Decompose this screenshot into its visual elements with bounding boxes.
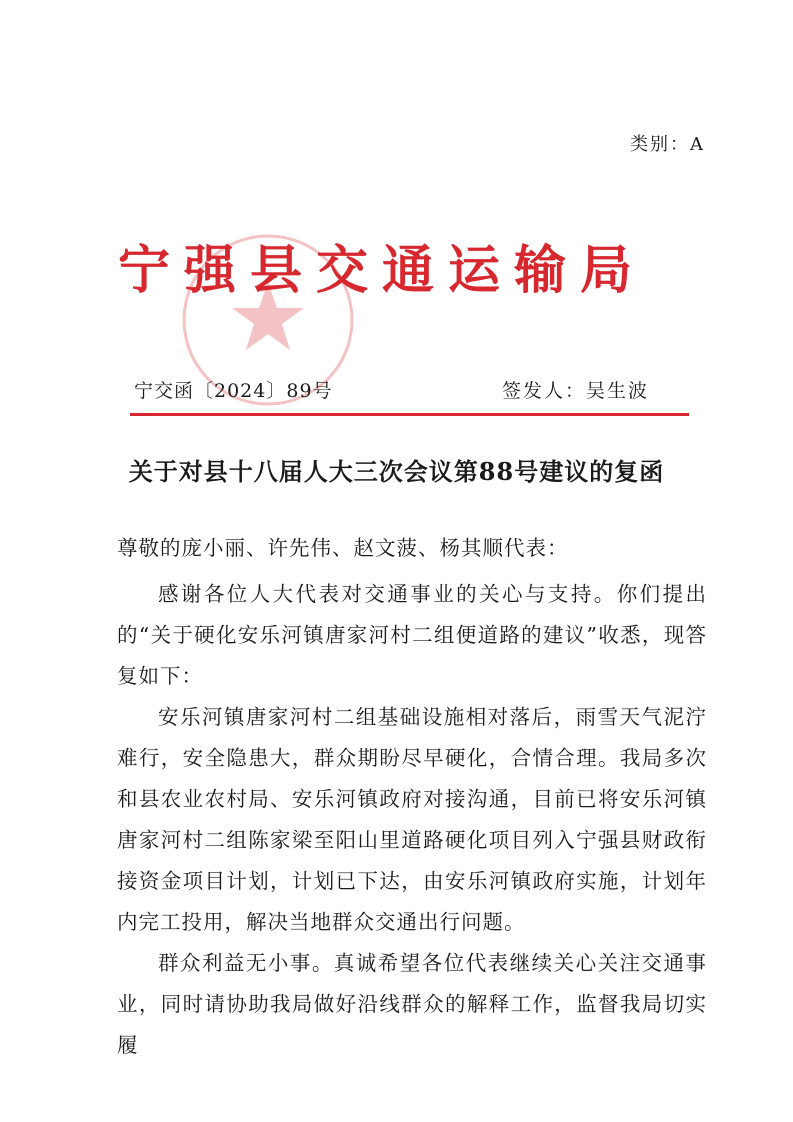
salutation: 尊敬的庞小丽、许先伟、赵文菠、杨其顺代表： xyxy=(117,536,569,560)
document-category: 类别：A xyxy=(630,134,705,155)
body-paragraph: 群众利益无小事。真诚希望各位代表继续关心关注交通事业，同时请协助我局做好沿线群众的解释工作，监督我局切实履 xyxy=(117,951,707,1057)
document-signer: 签发人：吴生波 xyxy=(501,380,649,402)
document-body xyxy=(117,528,707,1066)
letterhead-org-name: 宁强县交通运输局 xyxy=(118,240,647,301)
body-paragraph: 安乐河镇唐家河村二组基础设施相对落后，雨雪天气泥泞难行，安全隐患大，群众期盼尽早硬化，合情合理。我局多次和县农业农村局、安乐河镇政府对接沟通，目前已将安乐河镇唐家河村二组陈家梁至阳山里道路硬化项目列入宁强县财政衔接资金项目计划，计划已下达，由安乐河镇政府实施，计划年内完工投用，解决当地群众交通出行问题。 xyxy=(117,705,707,934)
document-title: 关于对县十八届人大三次会议第88号建议的复函 xyxy=(128,457,665,486)
letterhead-divider xyxy=(130,413,689,416)
document-number: 宁交函〔2024〕89号 xyxy=(134,380,333,402)
body-paragraph: 感谢各位人大代表对交通事业的关心与支持。你们提出的“关于硬化安乐河镇唐家河村二组便道路的建议”收悉，现答复如下： xyxy=(117,582,707,688)
